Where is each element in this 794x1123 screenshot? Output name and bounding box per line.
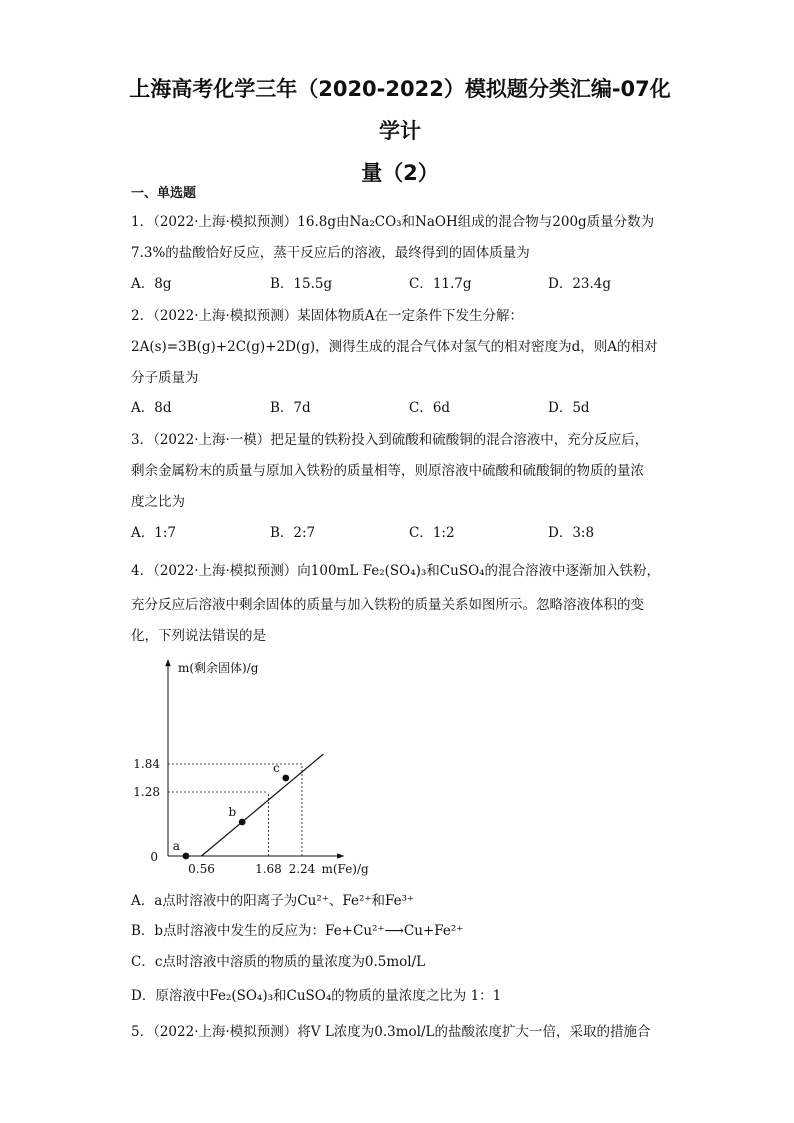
q1-option-c: C．11.7g	[409, 276, 472, 292]
q4-option-a: A．a点时溶液中的阳离子为Cu²⁺、Fe²⁺和Fe³⁺	[131, 893, 415, 909]
x-axis-label: m(Fe)/g	[321, 862, 369, 876]
q2-option-c: C．6d	[409, 400, 451, 416]
fe-mass-chart	[130, 656, 480, 878]
title-line-1: 上海高考化学三年（2020-2022）模拟题分类汇编-07化学计	[129, 77, 671, 143]
q2-option-a: A．8d	[131, 400, 172, 416]
q3-option-a: A．1:7	[131, 525, 176, 541]
q1-line-2: 7.3%的盐酸恰好反应，蒸干反应后的溶液，最终得到的固体质量为	[131, 245, 530, 261]
q4-line-2: 充分反应后溶液中剩余固体的质量与加入铁粉的质量关系如图所示。忽略溶液体积的变	[131, 597, 644, 613]
q3-option-d: D．3:8	[548, 525, 595, 541]
q2-option-d: D．5d	[548, 400, 590, 416]
data-point-a	[183, 853, 190, 860]
q2-line-1: 2．（2022·上海·模拟预测）某固体物质A在一定条件下发生分解：	[131, 308, 524, 324]
q3-option-c: C．1:2	[409, 525, 455, 541]
x-tick-label: 0.56	[188, 862, 215, 876]
origin-label: 0	[150, 850, 158, 864]
page-title	[120, 68, 680, 194]
point-label-a: a	[172, 839, 180, 853]
q1-option-a: A．8g	[131, 276, 172, 292]
q4-option-b: B．b点时溶液中发生的反应为：Fe+Cu²⁺⟶Cu+Fe²⁺	[131, 923, 464, 939]
q4-option-c: C．c点时溶液中溶质的物质的量浓度为0.5mol/L	[131, 954, 426, 970]
section-heading: 一、单选题	[131, 186, 197, 201]
q1-line-1: 1．（2022·上海·模拟预测）16.8g由Na₂CO₃和NaOH组成的混合物与200g质量分数为	[131, 214, 655, 230]
title-line-2: 量（2）	[361, 161, 439, 185]
x-tick-label: 2.24	[288, 862, 316, 876]
q3-line-1: 3．（2022·上海·一模）把足量的铁粉投入到硫酸和硫酸铜的混合溶液中，充分反应后，	[131, 432, 649, 448]
q1-option-d: D．23.4g	[548, 276, 612, 292]
q1-option-b: B．15.5g	[270, 276, 333, 292]
q2-option-b: B．7d	[270, 400, 311, 416]
point-label-b: b	[228, 805, 237, 819]
data-point-b	[239, 819, 246, 826]
q5-line-1: 5．（2022·上海·模拟预测）将V L浓度为0.3mol/L的盐酸浓度扩大一倍，采取的措施合	[131, 1024, 651, 1040]
y-axis-label: m(剩余固体)/g	[178, 661, 259, 675]
q3-option-b: B．2:7	[270, 525, 316, 541]
q3-line-2: 剩余金属粉末的质量与原加入铁粉的质量相等，则原溶液中硫酸和硫酸铜的物质的量浓	[131, 463, 644, 479]
data-line	[201, 754, 323, 856]
q2-line-2: 2A(s)=3B(g)+2C(g)+2D(g)，测得生成的混合气体对氢气的相对密度为d，则A的相对	[131, 339, 658, 355]
q4-line-3: 化，下列说法错误的是	[131, 628, 266, 644]
point-label-c: c	[273, 761, 280, 775]
q4-line-1: 4．（2022·上海·模拟预测）向100mL Fe₂(SO₄)₃和CuSO₄的混合溶液中逐渐加入铁粉，	[131, 563, 661, 579]
q4-option-d: D．原溶液中Fe₂(SO₄)₃和CuSO₄的物质的量浓度之比为 1：1	[131, 988, 502, 1004]
q3-line-3: 度之比为	[131, 494, 185, 510]
x-tick-label: 1.68	[255, 862, 282, 876]
data-point-c	[282, 775, 289, 782]
y-tick-label: 1.84	[133, 757, 160, 771]
y-tick-label: 1.28	[133, 785, 160, 799]
q2-line-3: 分子质量为	[131, 370, 199, 386]
